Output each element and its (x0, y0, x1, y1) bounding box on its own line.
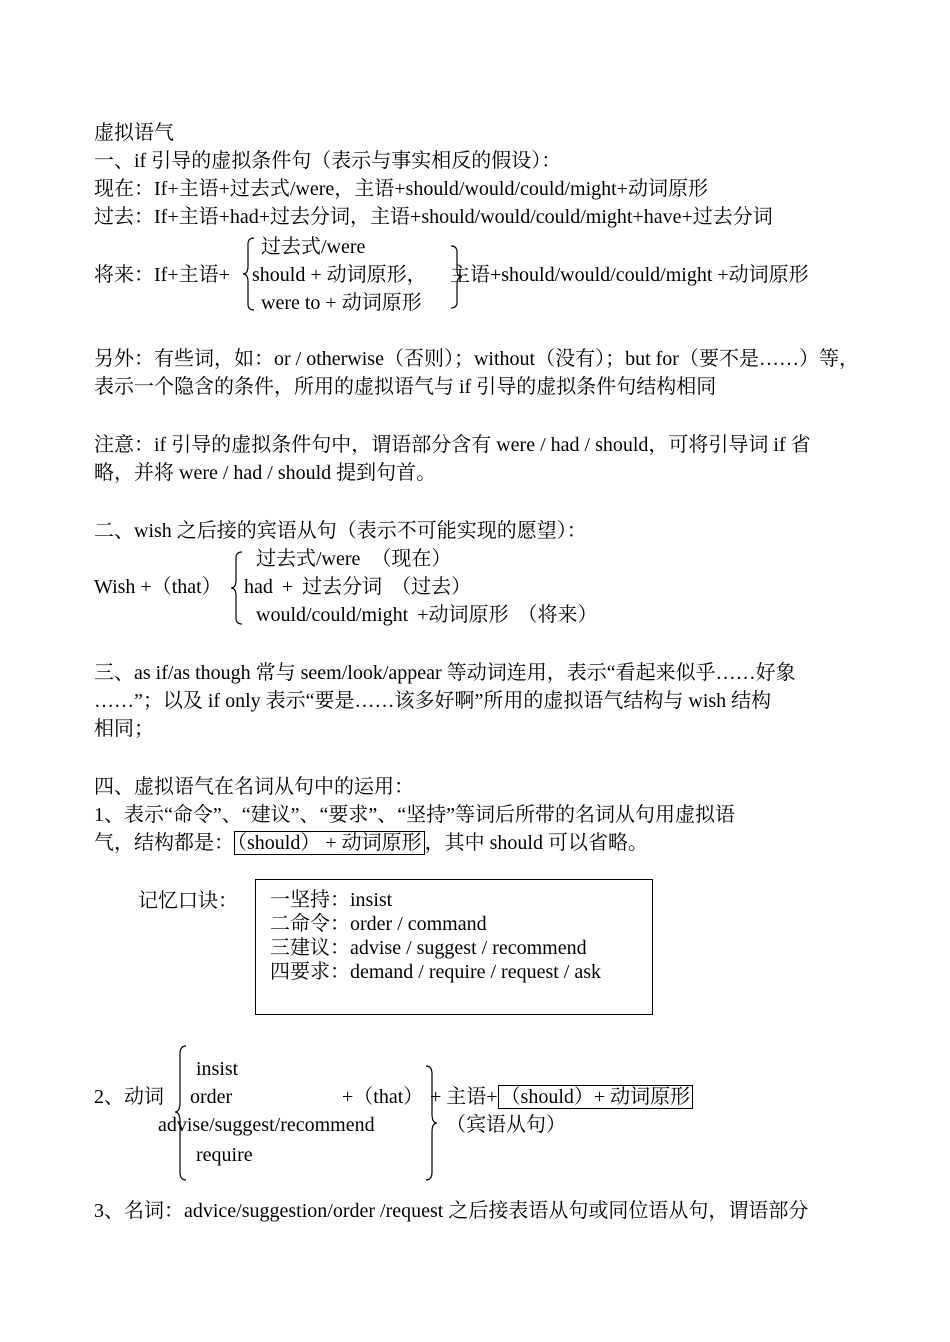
note-attention-line-2: 略，并将 were / had / should 提到句首。 (94, 462, 437, 484)
section-2-heading: 二、wish 之后接的宾语从句（表示不可能实现的愿望）： (94, 520, 587, 542)
right-brace-icon (424, 1064, 440, 1182)
wish-option-past: had + 过去分词 （过去） (244, 576, 472, 598)
point-2-that: +（that） (342, 1086, 424, 1108)
section-3-line-3: 相同； (94, 718, 154, 740)
section-3-line-1: 三、as if/as though 常与 seem/look/appear 等动词连用，表示“看起来似乎……好象 (94, 662, 796, 684)
section-1-heading: 一、if 引导的虚拟条件句（表示与事实相反的假设）： (94, 150, 562, 172)
left-brace-icon (228, 550, 244, 626)
note-attention-line-1: 注意：if 引导的虚拟条件句中，谓语部分含有 were / had / should，可将引导词 if 省 (94, 434, 811, 456)
note-besides-line-1: 另外：有些词，如：or / otherwise（否则）；without（没有）；but for（要不是……）等， (94, 348, 859, 370)
point-2-subject (430, 1084, 693, 1110)
memo-item-demand: 四要求：demand / require / request / ask (270, 961, 602, 983)
wish-prefix: Wish +（that） (94, 576, 222, 598)
document-title: 虚拟语气 (94, 122, 174, 144)
future-option-past: 过去式/were (261, 236, 366, 258)
section-3-line-2: ……”；以及 if only 表示“要是……该多好啊”所用的虚拟语气结构与 wish 结构 (94, 690, 772, 712)
future-option-were-to: were to + 动词原形 (261, 292, 422, 314)
wish-option-future: would/could/might +动词原形 （将来） (256, 604, 598, 626)
point-1-text-pre: 气，结构都是： (94, 832, 234, 854)
section-1-past: 过去：If+主语+had+过去分词，主语+should/would/could/might+have+过去分词 (94, 206, 773, 228)
memo-item-advise: 三建议：advise / suggest / recommend (270, 937, 587, 959)
note-besides-line-2: 表示一个隐含的条件，所用的虚拟语气与 if 引导的虚拟条件句结构相同 (94, 376, 717, 398)
memo-item-order: 二命令：order / command (270, 913, 487, 935)
should-verb-formula-box: （should）+ 动词原形 (498, 1085, 694, 1109)
memo-box (255, 879, 653, 1015)
object-clause-note: （宾语从句） (446, 1114, 566, 1136)
right-brace-icon (449, 244, 465, 310)
verb-order: order (190, 1086, 233, 1108)
future-result: 主语+should/would/could/might +动词原形 (450, 264, 809, 286)
wish-option-present: 过去式/were （现在） (256, 548, 452, 570)
verb-advise-suggest-recommend: advise/suggest/recommend (158, 1114, 375, 1136)
verb-require: require (196, 1144, 253, 1166)
verb-insist: insist (196, 1058, 239, 1080)
memo-label: 记忆口诀： (138, 890, 238, 912)
memo-item-insist: 一坚持：insist (270, 889, 393, 911)
should-verb-formula-box: （should） + 动词原形 (234, 831, 425, 855)
section-1-present: 现在：If+主语+过去式/were，主语+should/would/could/might+动词原形 (94, 178, 708, 200)
future-option-should: should + 动词原形， (252, 264, 427, 286)
section-4-point-1-line-2 (94, 830, 648, 856)
point-3-line: 3、名词：advice/suggestion/order /request 之后接表语从句或同位语从句，谓语部分 (94, 1200, 809, 1222)
point-2-prefix: 2、动词 (94, 1086, 164, 1108)
section-4-heading: 四、虚拟语气在名词从句中的运用： (94, 776, 414, 798)
section-4-point-1-line-1: 1、表示“命令”、“建议”、“要求”、“坚持”等词后所带的名词从句用虚拟语 (94, 804, 736, 826)
point-2-subject-text: + 主语+ (430, 1086, 498, 1108)
section-1-future-prefix: 将来：If+主语+ (94, 264, 230, 286)
point-1-text-post: ，其中 should 可以省略。 (424, 832, 648, 854)
